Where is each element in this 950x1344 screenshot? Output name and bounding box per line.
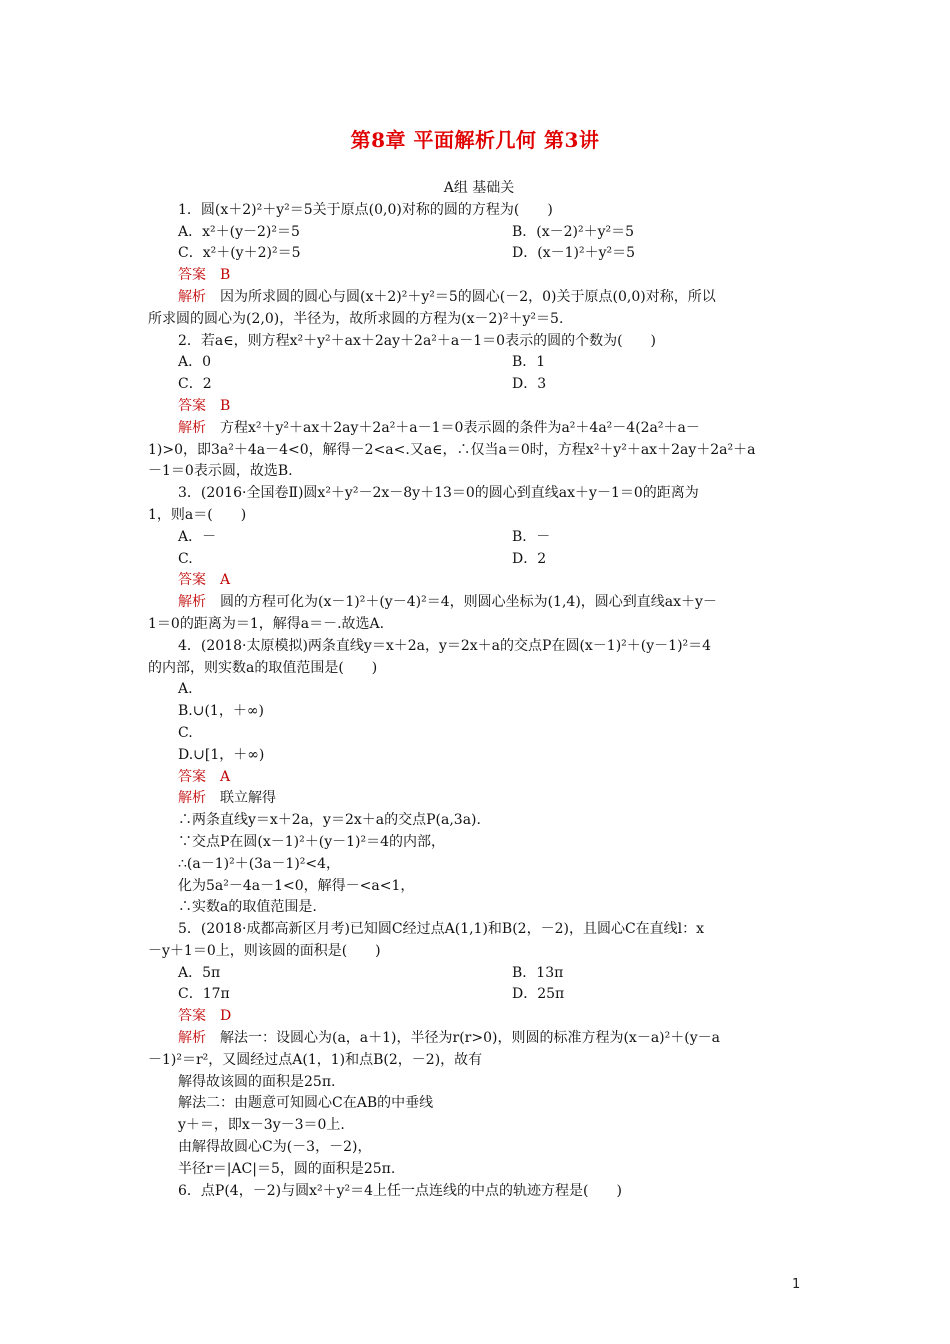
analysis-line: ∴两条直线y＝x＋2a，y＝2x＋a的交点P(a,3a). xyxy=(178,812,481,829)
question-2: 2．若a∈，则方程x²＋y²＋ax＋2ay＋2a²＋a－1＝0表示的圆的个数为( ) xyxy=(178,332,657,349)
question-6: 6．点P(4，－2)与圆x²＋y²＝4上任一点连线的中点的轨迹方程是( ) xyxy=(178,1182,622,1199)
analysis-line: 所求圆的圆心为(2,0)，半径为，故所求圆的方程为(x－2)²＋y²＝5. xyxy=(148,310,564,327)
option-d: D．(x－1)²＋y²＝5 xyxy=(512,245,635,262)
option-d: D．2 xyxy=(512,550,547,567)
analysis-line: ∵交点P在圆(x－1)²＋(y－1)²＝4的内部， xyxy=(178,833,446,850)
analysis-label: 解析 xyxy=(178,288,206,305)
group-heading: A组 基础关 xyxy=(443,180,515,196)
option-d: D．3 xyxy=(512,376,547,393)
analysis-line: 解析 方程x²＋y²＋ax＋2ay＋2a²＋a－1＝0表示圆的条件为a²＋4a²－4(2a²＋a－ xyxy=(178,419,700,436)
analysis-line: 由解得故圆心C为(－3，－2)， xyxy=(178,1139,372,1156)
option-b: B．(x－2)²＋y²＝5 xyxy=(512,223,635,240)
analysis-label: 解析 xyxy=(178,419,206,436)
options-row xyxy=(148,352,810,374)
question-3: 3．(2016·全国卷Ⅱ)圆x²＋y²－2x－8y＋13＝0的圆心到直线ax＋y－1＝0的距离为 xyxy=(178,485,699,502)
option-a: A．0 xyxy=(178,354,212,371)
answer-1: 答案 B xyxy=(178,267,231,284)
options-row xyxy=(148,984,810,1006)
answer-3: 答案 A xyxy=(178,572,231,589)
analysis-line: y＋＝，即x－3y－3＝0上. xyxy=(178,1117,345,1134)
analysis-label: 解析 xyxy=(178,1030,206,1047)
analysis-line: －1)²＝r²，又圆经过点A(1，1)和点B(2，－2)，故有 xyxy=(148,1051,483,1068)
option-d: D．25π xyxy=(512,986,565,1003)
option-b: B．13π xyxy=(512,964,564,981)
option-b: B.∪(1，＋∞) xyxy=(178,703,264,720)
option-d: D.∪[1，＋∞) xyxy=(178,746,265,763)
answer-4: 答案 A xyxy=(178,768,231,785)
option-b: B．1 xyxy=(512,354,546,371)
question-3-cont: 1，则a＝( ) xyxy=(148,506,247,523)
option-c: C．17π xyxy=(178,986,230,1003)
analysis-line: 半径r＝|AC|＝5，圆的面积是25π. xyxy=(178,1160,396,1177)
analysis-line: 解法二：由题意可知圆心C在AB的中垂线 xyxy=(178,1095,434,1112)
answer-5: 答案 D xyxy=(178,1008,232,1025)
analysis-line: 解得故该圆的面积是25π. xyxy=(178,1073,336,1090)
option-a: A. xyxy=(178,681,193,698)
page-number: 1 xyxy=(792,1277,801,1292)
options-row xyxy=(148,527,810,549)
analysis-line: 1)>0，即3a²＋4a－4<0，解得－2<a<.又a∈，∴仅当a＝0时，方程x²＋y²＋ax＋2ay＋2a²＋a xyxy=(148,441,756,458)
analysis-label: 解析 xyxy=(178,790,206,807)
question-5-cont: －y＋1＝0上，则该圆的面积是( ) xyxy=(148,942,381,959)
option-b: B．－ xyxy=(512,528,551,545)
analysis-label: 解析 xyxy=(178,594,206,611)
page-title: 第8章 平面解析几何 第3讲 xyxy=(350,128,600,152)
answer-2: 答案 B xyxy=(178,397,231,414)
option-a: A．x²＋(y－2)²＝5 xyxy=(178,223,300,240)
analysis-line: 解析 联立解得 xyxy=(178,790,276,807)
options-row xyxy=(148,963,810,985)
question-4-cont: 的内部，则实数a的取值范围是( ) xyxy=(148,659,378,676)
option-c: C．2 xyxy=(178,376,212,393)
analysis-line: 解析 因为所求圆的圆心与圆(x＋2)²＋y²＝5的圆心(－2，0)关于原点(0,0)对称，所以 xyxy=(178,288,716,305)
document-body xyxy=(148,178,810,1202)
options-row xyxy=(148,222,810,244)
analysis-line: ∴实数a的取值范围是. xyxy=(178,899,317,916)
analysis-line: ∴(a－1)²＋(3a－1)²<4， xyxy=(178,855,341,872)
option-a: A．5π xyxy=(178,964,221,981)
option-c: C. xyxy=(178,724,193,741)
options-row xyxy=(148,549,810,571)
analysis-line: 1＝0的距离为＝1，解得a＝－.故选A. xyxy=(148,615,385,632)
options-row xyxy=(148,374,810,396)
analysis-line: －1＝0表示圆，故选B. xyxy=(148,463,293,480)
question-4: 4．(2018·太原模拟)两条直线y＝x＋2a，y＝2x＋a的交点P在圆(x－1)²＋(y－1)²＝4 xyxy=(178,637,712,654)
option-c: C．x²＋(y＋2)²＝5 xyxy=(178,245,301,262)
analysis-line: 解析 圆的方程可化为(x－1)²＋(y－4)²＝4，则圆心坐标为(1,4)，圆心到直线ax＋y－ xyxy=(178,594,717,611)
question-1: 1．圆(x＋2)²＋y²＝5关于原点(0,0)对称的圆的方程为( ) xyxy=(178,201,553,218)
question-5: 5．(2018·成都高新区月考)已知圆C经过点A(1,1)和B(2，－2)，且圆心C在直线l：x xyxy=(178,921,705,938)
option-a: A．－ xyxy=(178,528,217,545)
option-c: C. xyxy=(178,550,193,567)
analysis-line: 解析 解法一：设圆心为(a，a＋1)，半径为r(r>0)，则圆的标准方程为(x－a)²＋(y－a xyxy=(178,1030,720,1047)
options-row xyxy=(148,243,810,265)
analysis-line: 化为5a²－4a－1<0，解得－<a<1， xyxy=(178,877,415,894)
